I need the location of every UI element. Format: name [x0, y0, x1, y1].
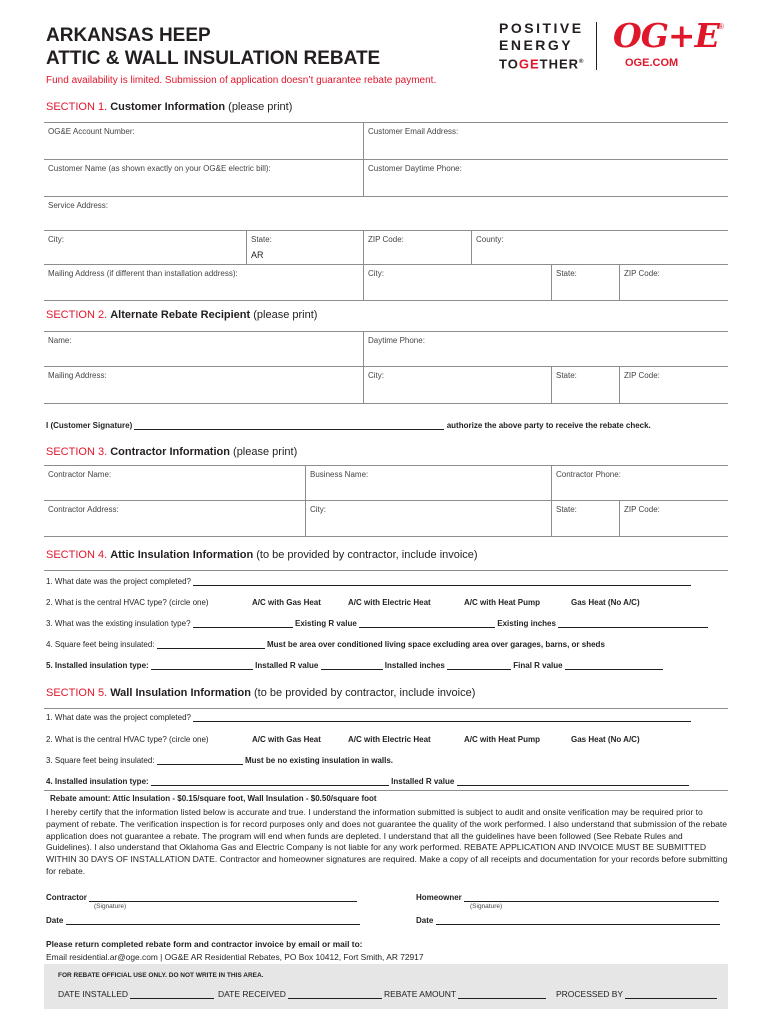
contractor-zip-field[interactable] — [620, 501, 728, 536]
form-row — [44, 160, 728, 197]
installed-insulation-type-input[interactable] — [151, 661, 253, 670]
attic-hvac-ac-electric-option[interactable]: A/C with Electric Heat — [348, 598, 431, 607]
field-label: City: — [368, 269, 384, 278]
field-label: City: — [48, 235, 64, 244]
field-label: REBATE AMOUNT — [384, 989, 456, 999]
section-note: (please print) — [253, 309, 318, 321]
section-note: (please print) — [233, 446, 298, 458]
existing-r-label: Existing R value — [295, 619, 357, 628]
alternate-recipient-grid — [44, 331, 728, 404]
customer-phone-field[interactable] — [364, 160, 728, 196]
contractor-signature-input[interactable] — [89, 893, 357, 902]
question-text: 5. Installed insulation type: — [46, 661, 149, 670]
wall-hvac-ac-electric-option[interactable]: A/C with Electric Heat — [348, 735, 431, 744]
certification-text: I hereby certify that the information listed below is accurate and true. I understand the information submitted is subject to audit and onsite verification may be required prior to payment of rebate. The verification inspection is for record purposes only and does not guarantee the quality of the work performed. I also understand that submission of the rebate application does not guarantee a rebate. The program will end when funds are depleted. I understand that all the guidelines have been followed (See Rebate Rules and Guidelines). I also understand that Oklahoma Gas and Electric Company is not liable for any work performed. REBATE APPLICATION AND INVOICE MUST BE SUBMITTED WITHIN 30 DAYS OF INSTALLATION DATE. Contractor and homeowner signatures are required. Make a copy of all receipts and documentation for your records before submitting for rebate. — [46, 807, 728, 876]
state-value: AR — [251, 250, 264, 260]
question-text: 2. What is the central HVAC type? (circle one) — [46, 735, 209, 744]
contractor-phone-field[interactable] — [552, 466, 728, 500]
authorization-suffix: authorize the above party to receive the rebate check. — [446, 421, 651, 430]
section-name: Attic Insulation Information — [110, 549, 254, 561]
form-row — [44, 367, 728, 404]
contractor-signature-line — [46, 893, 357, 902]
section-divider — [44, 570, 728, 571]
mailing-zip-field[interactable] — [620, 265, 728, 300]
service-county-field[interactable] — [472, 231, 728, 264]
service-zip-field[interactable] — [364, 231, 472, 264]
field-label: DATE RECEIVED — [218, 989, 286, 999]
rebate-amount-field — [384, 989, 546, 999]
contractor-date-input[interactable] — [66, 916, 360, 925]
existing-r-value-input[interactable] — [359, 619, 495, 628]
field-label: Contractor Address: — [48, 505, 119, 514]
form-row — [44, 265, 728, 301]
attic-hvac-heat-pump-option[interactable]: A/C with Heat Pump — [464, 598, 541, 607]
field-label: Name: — [48, 336, 72, 345]
official-use-box — [44, 964, 728, 1009]
service-state-field[interactable] — [247, 231, 364, 264]
recipient-state-field[interactable] — [552, 367, 620, 403]
wall-square-feet-note: Must be no existing insulation in walls. — [245, 756, 394, 765]
customer-name-field[interactable] — [44, 160, 364, 196]
date-received-field — [218, 989, 382, 999]
existing-insulation-type-input[interactable] — [193, 619, 293, 628]
wall-square-feet-input[interactable] — [157, 756, 243, 765]
tagline-registered: ® — [579, 59, 585, 65]
attic-completion-date-input[interactable] — [193, 577, 691, 586]
section-1-heading — [46, 101, 292, 113]
field-label: State: — [556, 371, 577, 380]
rebate-amount-input[interactable] — [458, 990, 546, 999]
recipient-phone-field[interactable] — [364, 332, 728, 366]
contractor-label: Contractor — [46, 893, 87, 902]
tagline-positive: POSITIVE — [499, 20, 584, 36]
field-label: County: — [476, 235, 504, 244]
oge-logo-registered: ® — [718, 22, 724, 31]
section-note: (please print) — [228, 101, 293, 113]
return-address: Email residential.ar@oge.com | OG&E AR Residential Rebates, PO Box 10412, Fort Smith, AR 72917 — [46, 952, 424, 962]
customer-email-field[interactable] — [364, 123, 728, 159]
business-name-field[interactable] — [306, 466, 552, 500]
section-number: SECTION 1. — [46, 101, 108, 113]
homeowner-date-input[interactable] — [436, 916, 720, 925]
question-text: 1. What date was the project completed? — [46, 713, 191, 722]
attic-question-5 — [46, 661, 663, 670]
tagline-ther: THER — [539, 56, 580, 72]
form-row — [44, 332, 728, 367]
recipient-name-field[interactable] — [44, 332, 364, 366]
attic-question-3 — [46, 619, 708, 628]
tagline-to: TO — [499, 56, 519, 72]
homeowner-date-line — [416, 916, 720, 925]
field-label: ZIP Code: — [624, 269, 660, 278]
wall-question-4 — [46, 777, 689, 786]
field-label: City: — [368, 371, 384, 380]
wall-insulation-type-input[interactable] — [151, 777, 389, 786]
section-number: SECTION 4. — [46, 549, 108, 561]
wall-hvac-ac-gas-option[interactable]: A/C with Gas Heat — [252, 735, 321, 744]
existing-inches-label: Existing inches — [497, 619, 556, 628]
question-text: 2. What is the central HVAC type? (circle one) — [46, 598, 209, 607]
contractor-state-field[interactable] — [552, 501, 620, 536]
field-label: Customer Daytime Phone: — [368, 164, 462, 173]
oge-url: OGE.COM — [625, 57, 679, 69]
processed-by-input[interactable] — [625, 990, 717, 999]
contractor-city-field[interactable] — [306, 501, 552, 536]
installed-inches-label: Installed inches — [384, 661, 445, 670]
field-label: ZIP Code: — [368, 235, 404, 244]
field-label: PROCESSED BY — [556, 989, 623, 999]
section-number: SECTION 5. — [46, 687, 108, 699]
section-3-heading — [46, 446, 297, 458]
wall-question-3 — [46, 756, 393, 765]
field-label: Mailing Address: — [48, 371, 107, 380]
field-label: State: — [556, 269, 577, 278]
mailing-city-field[interactable] — [364, 265, 552, 300]
section-number: SECTION 3. — [46, 446, 108, 458]
section-name: Customer Information — [110, 101, 226, 113]
wall-installed-r-value-input[interactable] — [457, 777, 689, 786]
section-name: Alternate Rebate Recipient — [110, 309, 251, 321]
authorization-prefix: I (Customer Signature) — [46, 421, 133, 430]
mailing-state-field[interactable] — [552, 265, 620, 300]
homeowner-signature-input[interactable] — [464, 893, 719, 902]
field-label: State: — [251, 235, 272, 244]
attic-question-4 — [46, 640, 605, 649]
contractor-date-line — [46, 916, 360, 925]
field-label: Service Address: — [48, 201, 109, 210]
customer-signature-input[interactable] — [134, 421, 444, 430]
customer-authorization-line — [46, 421, 651, 430]
official-use-heading: FOR REBATE OFFICIAL USE ONLY. DO NOT WRITE IN THIS AREA. — [58, 972, 264, 979]
date-installed-field — [58, 989, 214, 999]
question-text: 4. Installed insulation type: — [46, 777, 149, 786]
oge-logo: OG+E — [613, 16, 719, 55]
mailing-address-field[interactable] — [44, 265, 364, 300]
customer-info-grid — [44, 122, 728, 301]
recipient-mailing-field[interactable] — [44, 367, 364, 403]
final-r-value-input[interactable] — [565, 661, 663, 670]
attic-question-2 — [46, 598, 209, 607]
attic-hvac-gas-only-option[interactable]: Gas Heat (No A/C) — [571, 598, 640, 607]
date-installed-input[interactable] — [130, 990, 214, 999]
attic-hvac-ac-gas-option[interactable]: A/C with Gas Heat — [252, 598, 321, 607]
form-row — [44, 197, 728, 231]
question-text: 1. What date was the project completed? — [46, 577, 191, 586]
date-label: Date — [416, 916, 434, 925]
question-text: 3. Square feet being insulated: — [46, 756, 155, 765]
field-label: Customer Name (as shown exactly on your OG&E electric bill): — [48, 164, 271, 173]
form-row — [44, 231, 728, 265]
wall-hvac-gas-only-option[interactable]: Gas Heat (No A/C) — [571, 735, 640, 744]
wall-question-1 — [46, 713, 691, 722]
wall-installed-r-label: Installed R value — [391, 777, 455, 786]
contractor-signature-caption: (Signature) — [94, 903, 127, 910]
section-note: (to be provided by contractor, include invoice) — [254, 687, 476, 699]
field-label: Contractor Phone: — [556, 470, 621, 479]
field-label: OG&E Account Number: — [48, 127, 135, 136]
wall-completion-date-input[interactable] — [193, 713, 691, 722]
date-received-input[interactable] — [288, 990, 382, 999]
field-label: Daytime Phone: — [368, 336, 425, 345]
section-5-heading — [46, 687, 475, 699]
field-label: Customer Email Address: — [368, 127, 459, 136]
section-2-heading — [46, 309, 317, 321]
account-number-field[interactable] — [44, 123, 364, 159]
field-label: Business Name: — [310, 470, 369, 479]
processed-by-field — [556, 989, 717, 999]
section-name: Contractor Information — [110, 446, 230, 458]
form-row — [44, 123, 728, 160]
return-heading: Please return completed rebate form and contractor invoice by email or mail to: — [46, 939, 363, 949]
rebate-amount-note: Rebate amount: Attic Insulation - $0.15/square foot, Wall Insulation - $0.50/square foot — [50, 794, 377, 803]
positive-energy-together-logo — [499, 20, 591, 72]
recipient-city-field[interactable] — [364, 367, 552, 403]
homeowner-signature-line — [416, 893, 719, 902]
availability-notice: Fund availability is limited. Submission of application doesn’t guarantee rebate payment. — [46, 75, 437, 86]
title-line-2: ATTIC & WALL INSULATION REBATE — [46, 48, 381, 69]
field-label: Mailing Address (if different than installation address): — [48, 269, 238, 278]
field-label: City: — [310, 505, 326, 514]
final-r-label: Final R value — [513, 661, 563, 670]
field-label: State: — [556, 505, 577, 514]
homeowner-label: Homeowner — [416, 893, 462, 902]
installed-inches-input[interactable] — [447, 661, 511, 670]
date-label: Date — [46, 916, 64, 925]
tagline-energy: ENERGY — [499, 37, 574, 53]
contractor-info-grid — [44, 465, 728, 537]
installed-r-label: Installed R value — [255, 661, 319, 670]
service-address-field[interactable] — [44, 197, 728, 230]
section-4-heading — [46, 549, 478, 561]
tagline-ge: GE — [518, 56, 540, 72]
field-label: ZIP Code: — [624, 371, 660, 380]
section-divider — [44, 708, 728, 709]
field-label: ZIP Code: — [624, 505, 660, 514]
existing-inches-input[interactable] — [558, 619, 708, 628]
question-text: 3. What was the existing insulation type? — [46, 619, 191, 628]
contractor-name-field[interactable] — [44, 466, 306, 500]
form-row — [44, 501, 728, 537]
section-name: Wall Insulation Information — [110, 687, 251, 699]
recipient-zip-field[interactable] — [620, 367, 728, 403]
title-line-1: ARKANSAS HEEP — [46, 25, 211, 46]
contractor-address-field[interactable] — [44, 501, 306, 536]
wall-question-2 — [46, 735, 209, 744]
section-note: (to be provided by contractor, include invoice) — [256, 549, 478, 561]
service-city-field[interactable] — [44, 231, 247, 264]
section-number: SECTION 2. — [46, 309, 108, 321]
section-divider — [44, 790, 728, 791]
question-text: 4. Square feet being insulated: — [46, 640, 155, 649]
tagline-together — [499, 54, 591, 72]
field-label: DATE INSTALLED — [58, 989, 129, 999]
attic-question-1 — [46, 577, 691, 586]
installed-r-value-input[interactable] — [321, 661, 383, 670]
form-title — [46, 24, 380, 70]
attic-square-feet-input[interactable] — [157, 640, 265, 649]
wall-hvac-heat-pump-option[interactable]: A/C with Heat Pump — [464, 735, 541, 744]
square-feet-note: Must be area over conditioned living space excluding area over garages, barns, or sheds — [267, 640, 605, 649]
form-row — [44, 466, 728, 501]
homeowner-signature-caption: (Signature) — [470, 903, 503, 910]
logo-divider — [596, 22, 597, 70]
field-label: Contractor Name: — [48, 470, 112, 479]
